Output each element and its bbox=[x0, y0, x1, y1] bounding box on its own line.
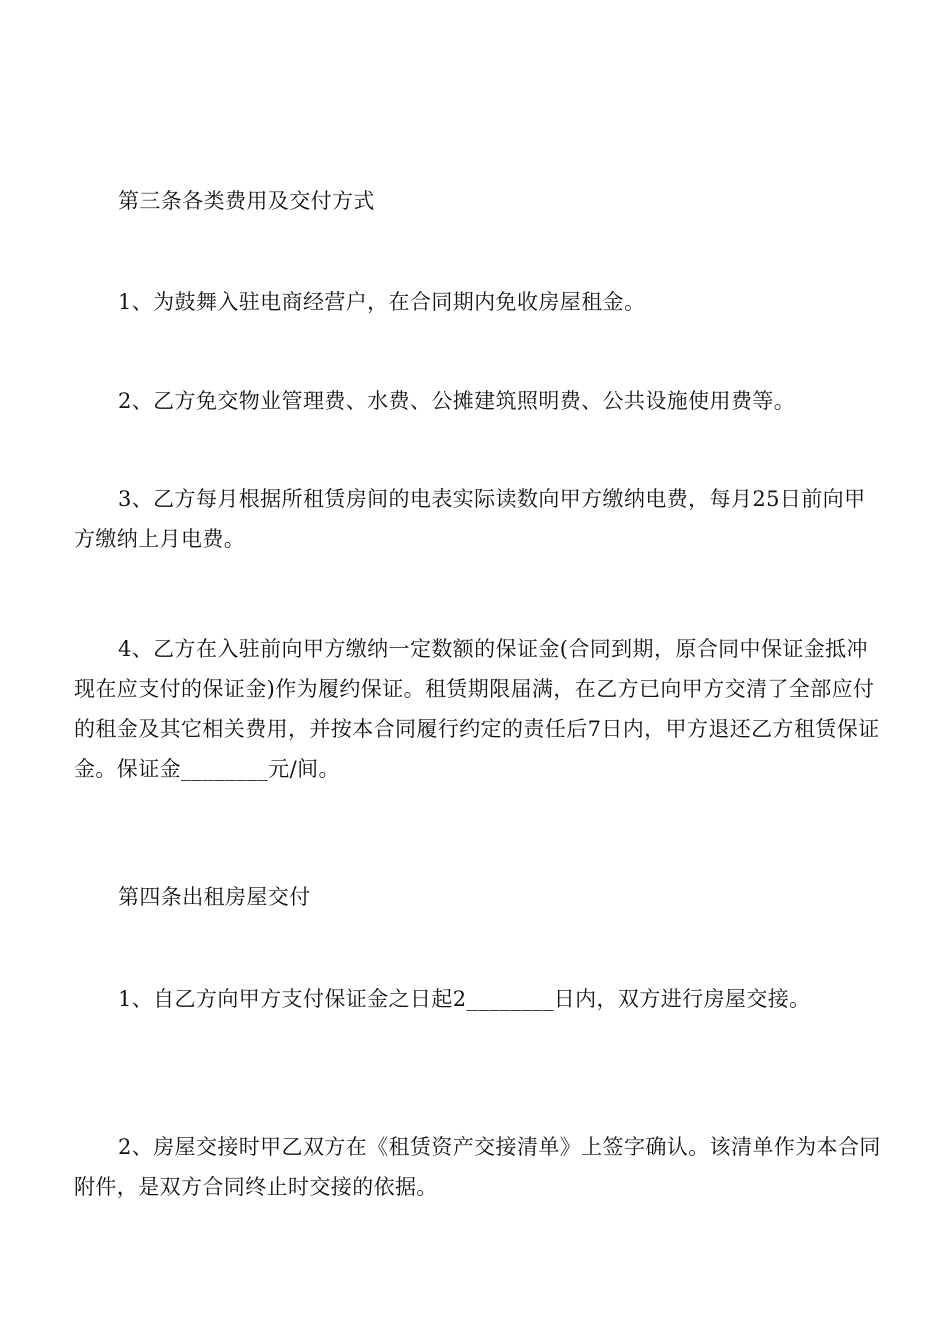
section-heading-article-3: 第三条各类费用及交付方式 bbox=[118, 189, 375, 213]
section-heading-article-4: 第四条出租房屋交付 bbox=[118, 885, 311, 909]
paragraph-rent-exemption: 1、为鼓舞入驻电商经营户，在合同期内免收房屋租金。 bbox=[118, 290, 646, 314]
paragraph-deposit: 4、乙方在入驻前向甲方缴纳一定数额的保证金(合同到期，原合同中保证金抵冲现在应支付的保证金)作为履约保证。租赁期限届满，在乙方已向甲方交清了全部应付的租金及其它相关费用，并按本合同履行约定的责任后7日内，甲方退还乙方租赁保证金。保证金________元/间。 bbox=[74, 637, 880, 781]
paragraph-handover-period: 1、自乙方向甲方支付保证金之日起2________日内，双方进行房屋交接。 bbox=[118, 987, 811, 1011]
paragraph-electricity-fee: 3、乙方每月根据所租赁房间的电表实际读数向甲方缴纳电费，每月25日前向甲方缴纳上月电费。 bbox=[74, 487, 866, 551]
paragraph-fee-exemption: 2、乙方免交物业管理费、水费、公摊建筑照明费、公共设施使用费等。 bbox=[118, 389, 796, 413]
paragraph-handover-list: 2、房屋交接时甲乙双方在《租赁资产交接清单》上签字确认。该清单作为本合同附件，是双方合同终止时交接的依据。 bbox=[74, 1135, 881, 1199]
